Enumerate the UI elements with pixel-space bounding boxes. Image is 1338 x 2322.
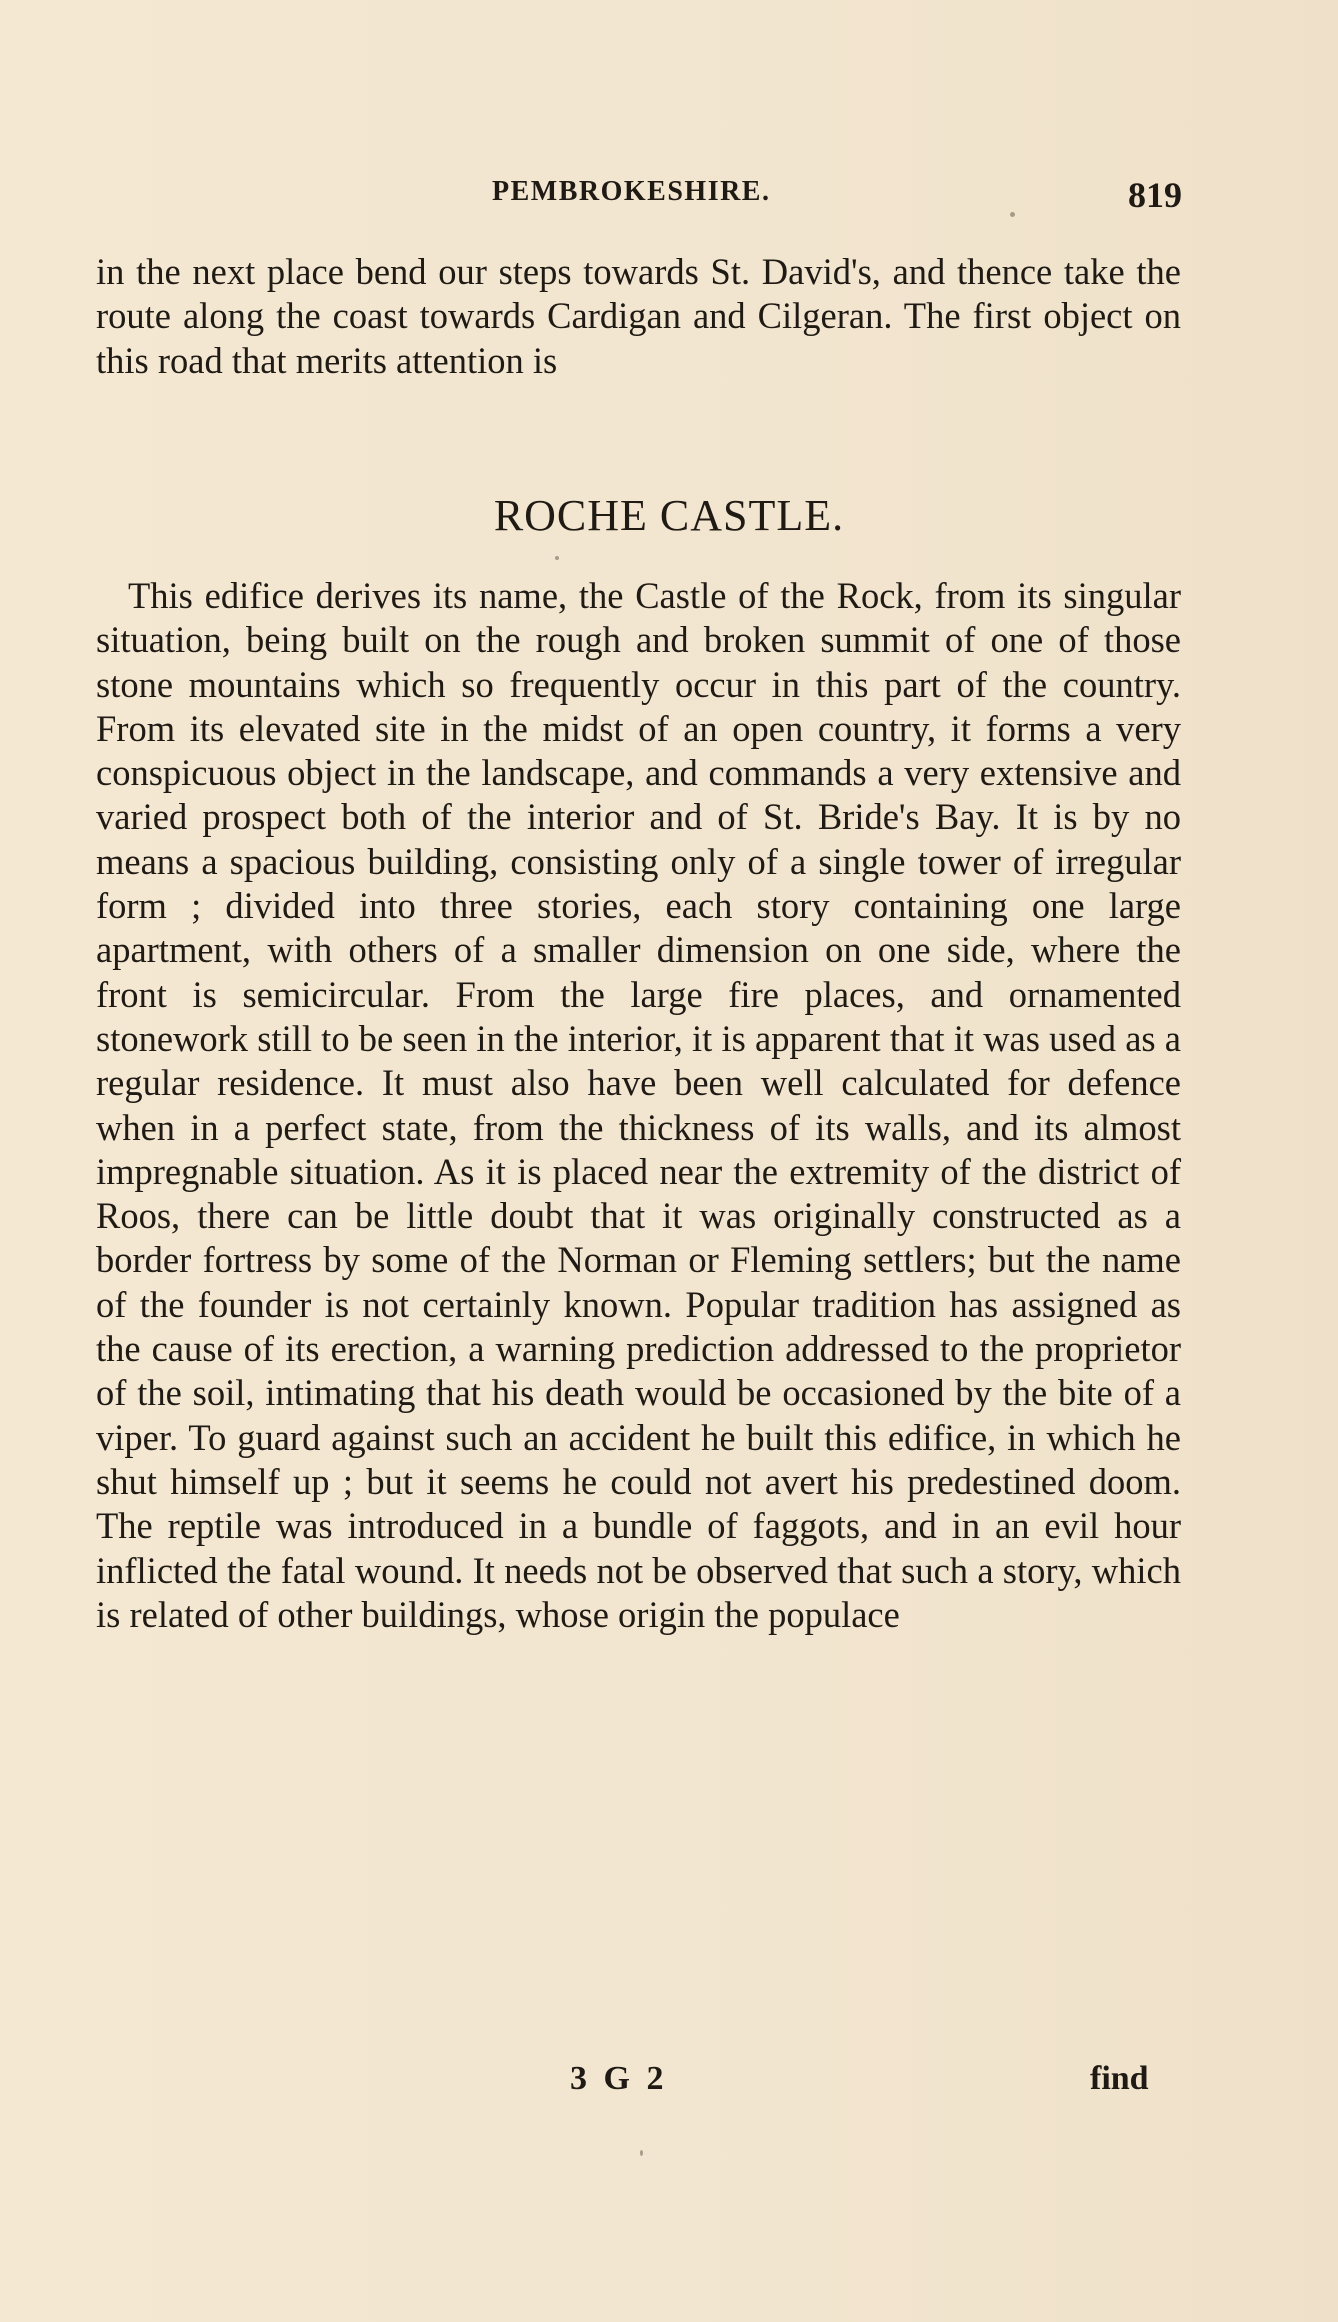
print-speck	[640, 2150, 643, 2156]
section-heading: ROCHE CASTLE.	[493, 491, 845, 540]
print-speck	[1010, 212, 1015, 217]
page-number: 819	[1128, 175, 1182, 215]
print-speck	[555, 556, 559, 560]
signature-mark: 3 G 2	[570, 2060, 668, 2097]
main-paragraph: This edifice derives its name, the Castle of the Rock, from its singular situation, being built on the rough and broken summit of one of those stone mountains which so frequently occur in this part of the country. From its elevated site in the midst of an open country, it forms a very conspicuous object in the landscape, and commands a very extensive and varied prospect both of the interior and of St. Bride's Bay. It is by no means a spacious building, consisting only of a single tower of irregular form ; divided into three stories, each story containing one large apartment, with others of a smaller dimension on one side, where the front is semicircular. From the large fire places, and ornamented stonework still to be seen in the interior, it is apparent that it was used as a regular residence. It must also have been well calculated for defence when in a perfect state, from the thickness of its walls, and its almost impregnable situation. As it is placed near the extremity of the district of Roos, there can be little doubt that it was originally constructed as a border fortress by some of the Norman or Fleming settlers; but the name of the founder is not certainly known. Popular tradition has assigned as the cause of its erection, a warning prediction addressed to the proprietor of the soil, intimating that his death would be occasioned by the bite of a viper. To guard against such an accident he built this edifice, in which he shut himself up ; but it seems he could not avert his predestined doom. The reptile was introduced in a bundle of faggots, and in an evil hour inflicted the fatal wound. It needs not be observed that such a story, which is related of other buildings, whose origin the populace	[96, 575, 1181, 1635]
catchword: find	[1090, 2060, 1149, 2097]
running-title: PEMBROKESHIRE.	[492, 176, 771, 207]
intro-paragraph: in the next place bend our steps towards St. David's, and thence take the route along the coast towards Cardigan and Cilgeran. The first object on this road that merits attention is	[96, 251, 1181, 381]
running-head	[0, 176, 1338, 216]
